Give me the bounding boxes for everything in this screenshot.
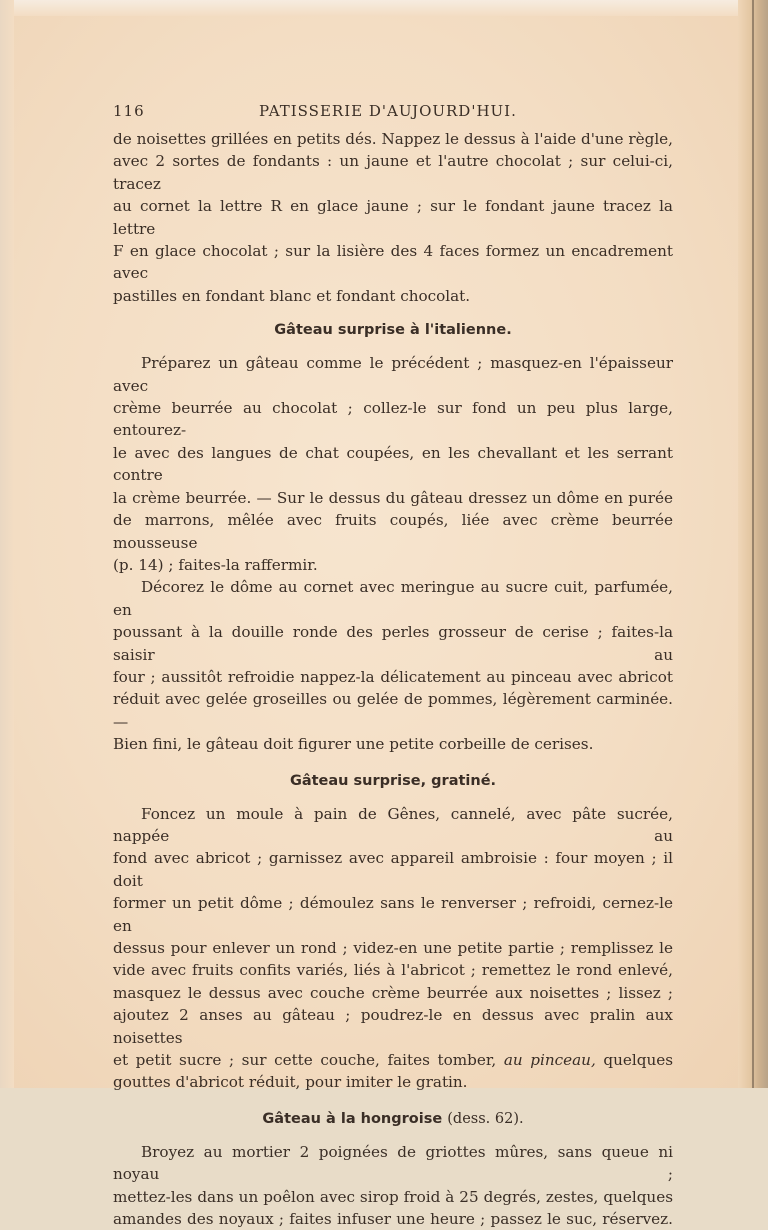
section-title-gratine: Gâteau surprise, gratiné. [289, 772, 497, 789]
text-line: former un petit dôme ; démoulez sans le renverser ; refroidi, cernez-le en [113, 894, 673, 935]
text-line-with-italic [113, 1049, 673, 1071]
text-line: le avec des langues de chat coupées, en les chevallant et les serrant contre [113, 443, 673, 485]
intro-paragraph [113, 128, 673, 307]
italic-phrase: au pinceau, [503, 1051, 596, 1070]
section-title-text: Gâteau à la hongroise [262, 1110, 443, 1127]
text-line: poussant à la douille ronde des perles grosseur de cerise ; faites-la saisir au [113, 623, 673, 664]
text-line: F en glace chocolat ; sur la lisière des 4 faces formez un encadrement avec [113, 242, 673, 283]
page-left-edge [0, 0, 14, 1088]
page-top-edge [0, 0, 768, 16]
text-line: crème beurrée au chocolat ; collez-le sur fond un peu plus large, entourez- [113, 399, 673, 440]
text-line: fond avec abricot ; garnissez avec appareil ambroisie : four moyen ; il doit [113, 849, 673, 890]
text-line: réduit avec gelée groseilles ou gelée de pommes, légèrement carminée. — [113, 690, 673, 731]
text-line: mettez-les dans un poêlon avec sirop froid à 25 degrés, zestes, quelques [113, 1187, 673, 1206]
text-line: (p. 14) ; faites-la raffermir. [113, 555, 318, 574]
text-segment: quelques [595, 1051, 674, 1070]
text-line: Décorez le dôme au cornet avec meringue au sucre cuit, parfumée, en [113, 578, 673, 619]
text-line: gouttes d'abricot réduit, pour imiter le gratin. [113, 1073, 468, 1092]
figure-reference: (dess. 62). [447, 1110, 524, 1127]
page-number: 116 [113, 102, 145, 120]
text-line: avec 2 sortes de fondants : un jaune et l'autre chocolat ; sur celui-ci, tracez [113, 152, 673, 193]
text-line: Bien fini, le gâteau doit figurer une petite corbeille de cerises. [113, 735, 594, 754]
text-line: au cornet la lettre R en glace jaune ; sur le fondant jaune tracez la lettre [113, 197, 673, 238]
text-line: Foncez un moule à pain de Gênes, cannelé, avec pâte sucrée, nappée au [113, 804, 673, 845]
text-line: amandes des noyaux ; faites infuser une heure ; passez le suc, réservez. [113, 1210, 673, 1229]
text-line: four ; aussitôt refroidie nappez-la délicatement au pinceau avec abricot [113, 667, 673, 686]
page-text [113, 102, 673, 1230]
text-line: de marrons, mêlée avec fruits coupés, liée avec crème beurrée mousseuse [113, 511, 673, 552]
text-line: Préparez un gâteau comme le précédent ; masquez-en l'épaisseur avec [113, 354, 673, 395]
text-line: vide avec fruits confits variés, liés à l'abricot ; remettez le rond enlevé, [113, 961, 673, 980]
section-title-hongroise [113, 1111, 673, 1127]
text-line: pastilles en fondant blanc et fondant chocolat. [113, 286, 471, 305]
running-header [113, 102, 673, 120]
text-segment: et petit sucre ; sur cette couche, faites tomber, [113, 1051, 497, 1070]
text-line: la crème beurrée. — Sur le dessus du gâteau dressez un dôme en purée [113, 488, 673, 507]
paragraph-gratine [113, 803, 673, 1094]
text-line: ajoutez 2 anses au gâteau ; poudrez-le en dessus avec pralin aux noisettes [113, 1006, 673, 1047]
text-line: masquez le dessus avec couche crème beurrée aux noisettes ; lissez ; [113, 983, 673, 1002]
paragraph-italienne-2 [113, 576, 673, 755]
page-gutter-line [752, 0, 754, 1088]
text-line: de noisettes grillées en petits dés. Nappez le dessus à l'aide d'une règle, [113, 130, 673, 148]
section-title-italienne: Gâteau surprise à l'italienne. [274, 322, 512, 339]
text-line: Broyez au mortier 2 poignées de griottes mûres, sans queue ni noyau ; [113, 1142, 673, 1184]
text-line: dessus pour enlever un rond ; videz-en une petite partie ; remplissez le [113, 939, 673, 957]
running-title: PATISSERIE D'AUJOURD'HUI. [259, 102, 517, 120]
paragraph-italienne-1 [113, 352, 673, 576]
paragraph-hongroise [113, 1141, 673, 1230]
